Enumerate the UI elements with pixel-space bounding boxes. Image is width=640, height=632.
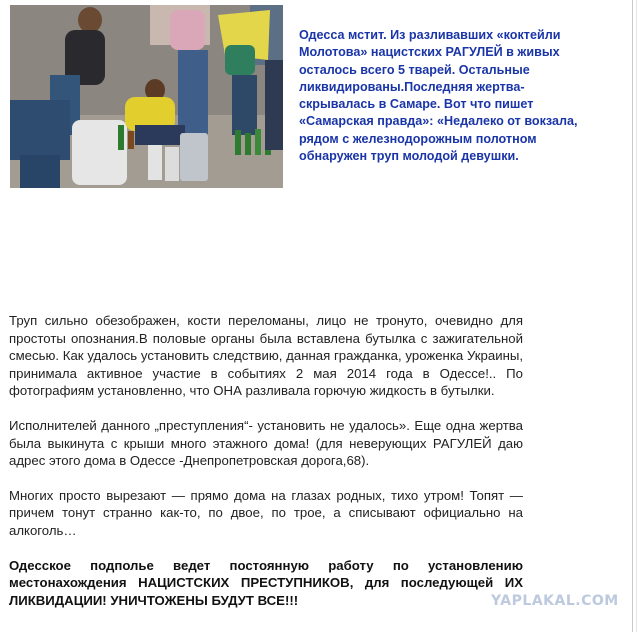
paragraph-2: Исполнителей данного „преступления“- установить не удалось». Еще одна жертва была выкинута с крыши много этажного дома! (для неверующих РАГУЛЕЙ даю адрес этого дома в Одессе -Днепропетровская дорога,68).: [9, 417, 523, 469]
page-border: [632, 0, 633, 632]
paragraph-3: Многих просто вырезают — прямо дома на глазах родных, тихо утром! Топят — причем тонут странно как-то, по двое, по трое, а списывают официально на алкоголь…: [9, 487, 523, 538]
site-watermark: YAPLAKAL.COM: [491, 593, 619, 609]
photo-people-filling-bottles: [10, 5, 283, 188]
headline-text: Одесса мстит. Из разливавших «коктейли Молотова» нацистских РАГУЛЕЙ в живых осталось всего 5 тварей. Остальные ликвидированы.Последняя жертва- скрывалась в Самаре. Вот что пишет «Самарская правда»: «Недалеко от вокзала, рядом с железнодорожным полотном обнаружен труп молодой девушки.: [299, 28, 578, 164]
article-body: [9, 312, 523, 626]
page-border-shadow: [636, 0, 637, 632]
closing-paragraph: Одесское подполье ведет постоянную работу по установлению местонахождения НАЦИСТСКИХ ПРЕСТУПНИКОВ, для последующей ИХ ЛИКВИДАЦИИ! УНИЧТОЖЕНЫ БУДУТ ВСЕ!!!: [9, 557, 523, 608]
news-photo: [10, 5, 283, 188]
paragraph-1: Труп сильно обезображен, кости переломаны, лицо не тронуто, очевидно для простоты опознания.В половые органы была вставлена бутылка с зажигательной смесью. Как удалось установить следствию, данная гражданка, уроженка Украины, принимала активное участие в событиях 2 мая 2014 года в Одессе!.. По фотографиям установленно, что ОНА разливала горючую жидкость в бутылки.: [9, 313, 523, 399]
